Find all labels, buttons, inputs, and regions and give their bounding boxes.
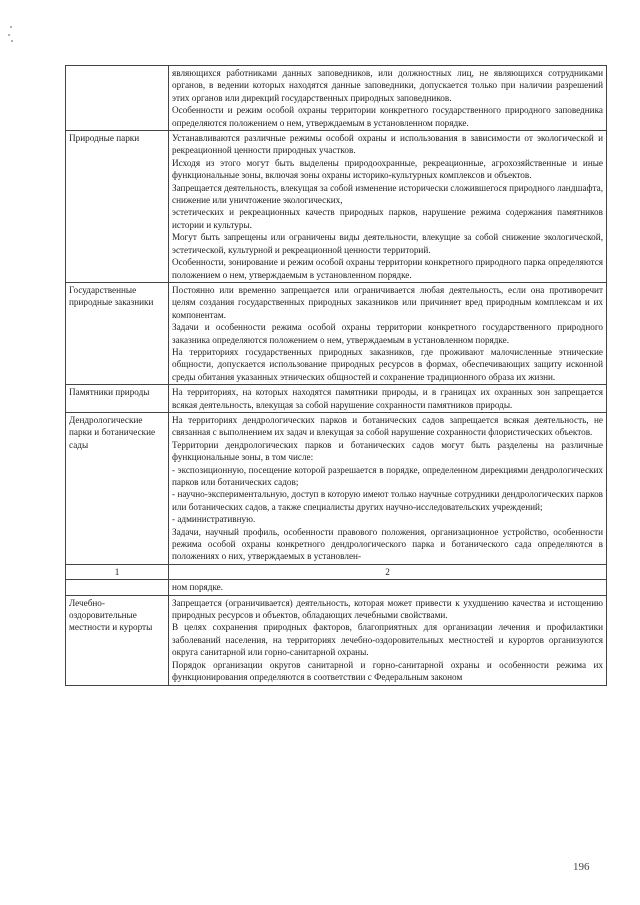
table-row [66, 412, 607, 564]
paragraph: В целях сохранения природных факторов, благоприятных для организации лечения и профилактики заболеваний населения, на территориях лечебно-оздоровительных местностей и курортов организуются округа санитарной или горно-санитарной охраны. [172, 622, 603, 658]
table-row [66, 580, 607, 595]
paragraph: Запрещается деятельность, влекущая за собой изменение исторически сложившегося природного ландшафта, снижение или уничтожение экологических, [172, 182, 603, 206]
table-row [66, 282, 607, 384]
label-cell [66, 66, 169, 131]
content-cell [169, 66, 607, 131]
label-cell: Лечебно-оздоровительные местности и курорты [66, 595, 169, 685]
column-number: 2 [169, 564, 607, 579]
label-cell: Дендрологические парки и ботанические сады [66, 412, 169, 564]
paragraph: Задачи, научный профиль, особенности правового положения, организационное устройство, особенности режима особой охраны конкретного дендрологического парка и ботанического сада определяются в положениях о них, утверждаемых в установлен- [172, 526, 603, 562]
paragraph: На территориях дендрологических парков и ботанических садов запрещается всякая деятельность, не связанная с выполнением их задач и влекущая за собой нарушение сохранности флористических объектов. [172, 414, 603, 438]
paragraph: ном порядке. [172, 582, 224, 593]
table-row [66, 385, 607, 413]
paragraph: Запрещается (ограничивается) деятельность, которая может привести к ухудшению качества и истощению природных ресурсов и объектов, обладающих лечебными свойствами. [172, 597, 603, 621]
column-number: 1 [66, 564, 169, 579]
paragraph: На территориях, на которых находятся памятники природы, и в границах их охранных зон запрещается всякая деятельность, влекущая за собой нарушение сохранности памятников природы. [172, 387, 603, 410]
paragraph: Устанавливаются различные режимы особой охраны и использования в зависимости от экологической и рекреационной ценности природных участков. [172, 133, 603, 156]
page-number: 196 [573, 861, 590, 873]
paragraph: Исходя из этого могут быть выделены природоохранные, рекреационные, агрохозяйственные и иные функциональные зоны, включая зоны охраны историко-культурных комплексов и объектов. [172, 157, 603, 181]
paragraph: Постоянно или временно запрещается или ограничивается любая деятельность, если она противоречит целям создания государственных природных заказников или причиняет вред природным комплексам и их компонентам. [172, 284, 603, 320]
label-cell: Государственные природные заказники [66, 282, 169, 384]
content-cell [169, 385, 607, 413]
content-cell [169, 580, 607, 595]
paragraph: Порядок организации округов санитарной и горно-санитарной охраны и особенности режима их функционирования определяются в соответствии с Федеральным законом [172, 659, 603, 683]
paragraph: Могут быть запрещены или ограничены виды деятельности, влекущие за собой снижение экологической, эстетической, культурной и рекреационной ценности территорий. [172, 232, 603, 255]
column-number-row [66, 564, 607, 579]
paragraph: являющихся работниками данных заповедников, или должностных лиц, не являющихся сотрудниками органов, в ведении которых находятся данные заповедники, допускается только при наличии разрешений этих органов или дирекций государственных природных заповедников. [172, 68, 603, 103]
scan-speck [8, 34, 10, 36]
regimes-table [65, 65, 607, 686]
content-cell [169, 595, 607, 685]
table-row [66, 131, 607, 283]
paragraph: Особенности, зонирование и режим особой охраны территории конкретного природного парка определяются положением о нем, утверждаемым в установленном порядке. [172, 257, 603, 280]
scan-speck [10, 26, 12, 28]
content-cell [169, 282, 607, 384]
paragraph: - экспозиционную, посещение которой разрешается в порядке, определенном дирекциями дендрологических парков или ботанических садов; [172, 464, 603, 487]
label-cell [66, 580, 169, 595]
paragraph: Территории дендрологических парков и ботанических садов могут быть разделены на различные функциональные зоны, в том числе: [172, 439, 603, 463]
paragraph: На территориях государственных природных заказников, где проживают малочисленные этнические общности, допускается использование природных ресурсов в формах, обеспечивающих защиту исконной среды обитания указанных этнических общностей и сохранение традиционного образа их жизни. [172, 346, 603, 382]
paragraph: эстетических и рекреационных качеств природных парков, нарушение режима содержания памятников истории и культуры. [172, 207, 603, 230]
content-cell [169, 131, 607, 283]
scan-speck [11, 40, 13, 42]
table-row [66, 595, 607, 685]
content-cell [169, 412, 607, 564]
label-cell: Природные парки [66, 131, 169, 283]
label-cell: Памятники природы [66, 385, 169, 413]
paragraph: Особенности и режим особой охраны территории конкретного государственного природного заповедника определяются положением о нем, утверждаемым в установленном порядке. [172, 105, 603, 128]
paragraph: - административную. [172, 514, 256, 525]
paragraph: - научно-экспериментальную, доступ в которую имеют только научные сотрудники дендрологических парков или ботанических садов, а также специалисты других научно-исследовательских учреждений; [172, 489, 603, 512]
paragraph: Задачи и особенности режима особой охраны территории конкретного государственного природного заказника определяются положением о нем, утверждаемым в установленном порядке. [172, 322, 603, 345]
table-row [66, 66, 607, 131]
